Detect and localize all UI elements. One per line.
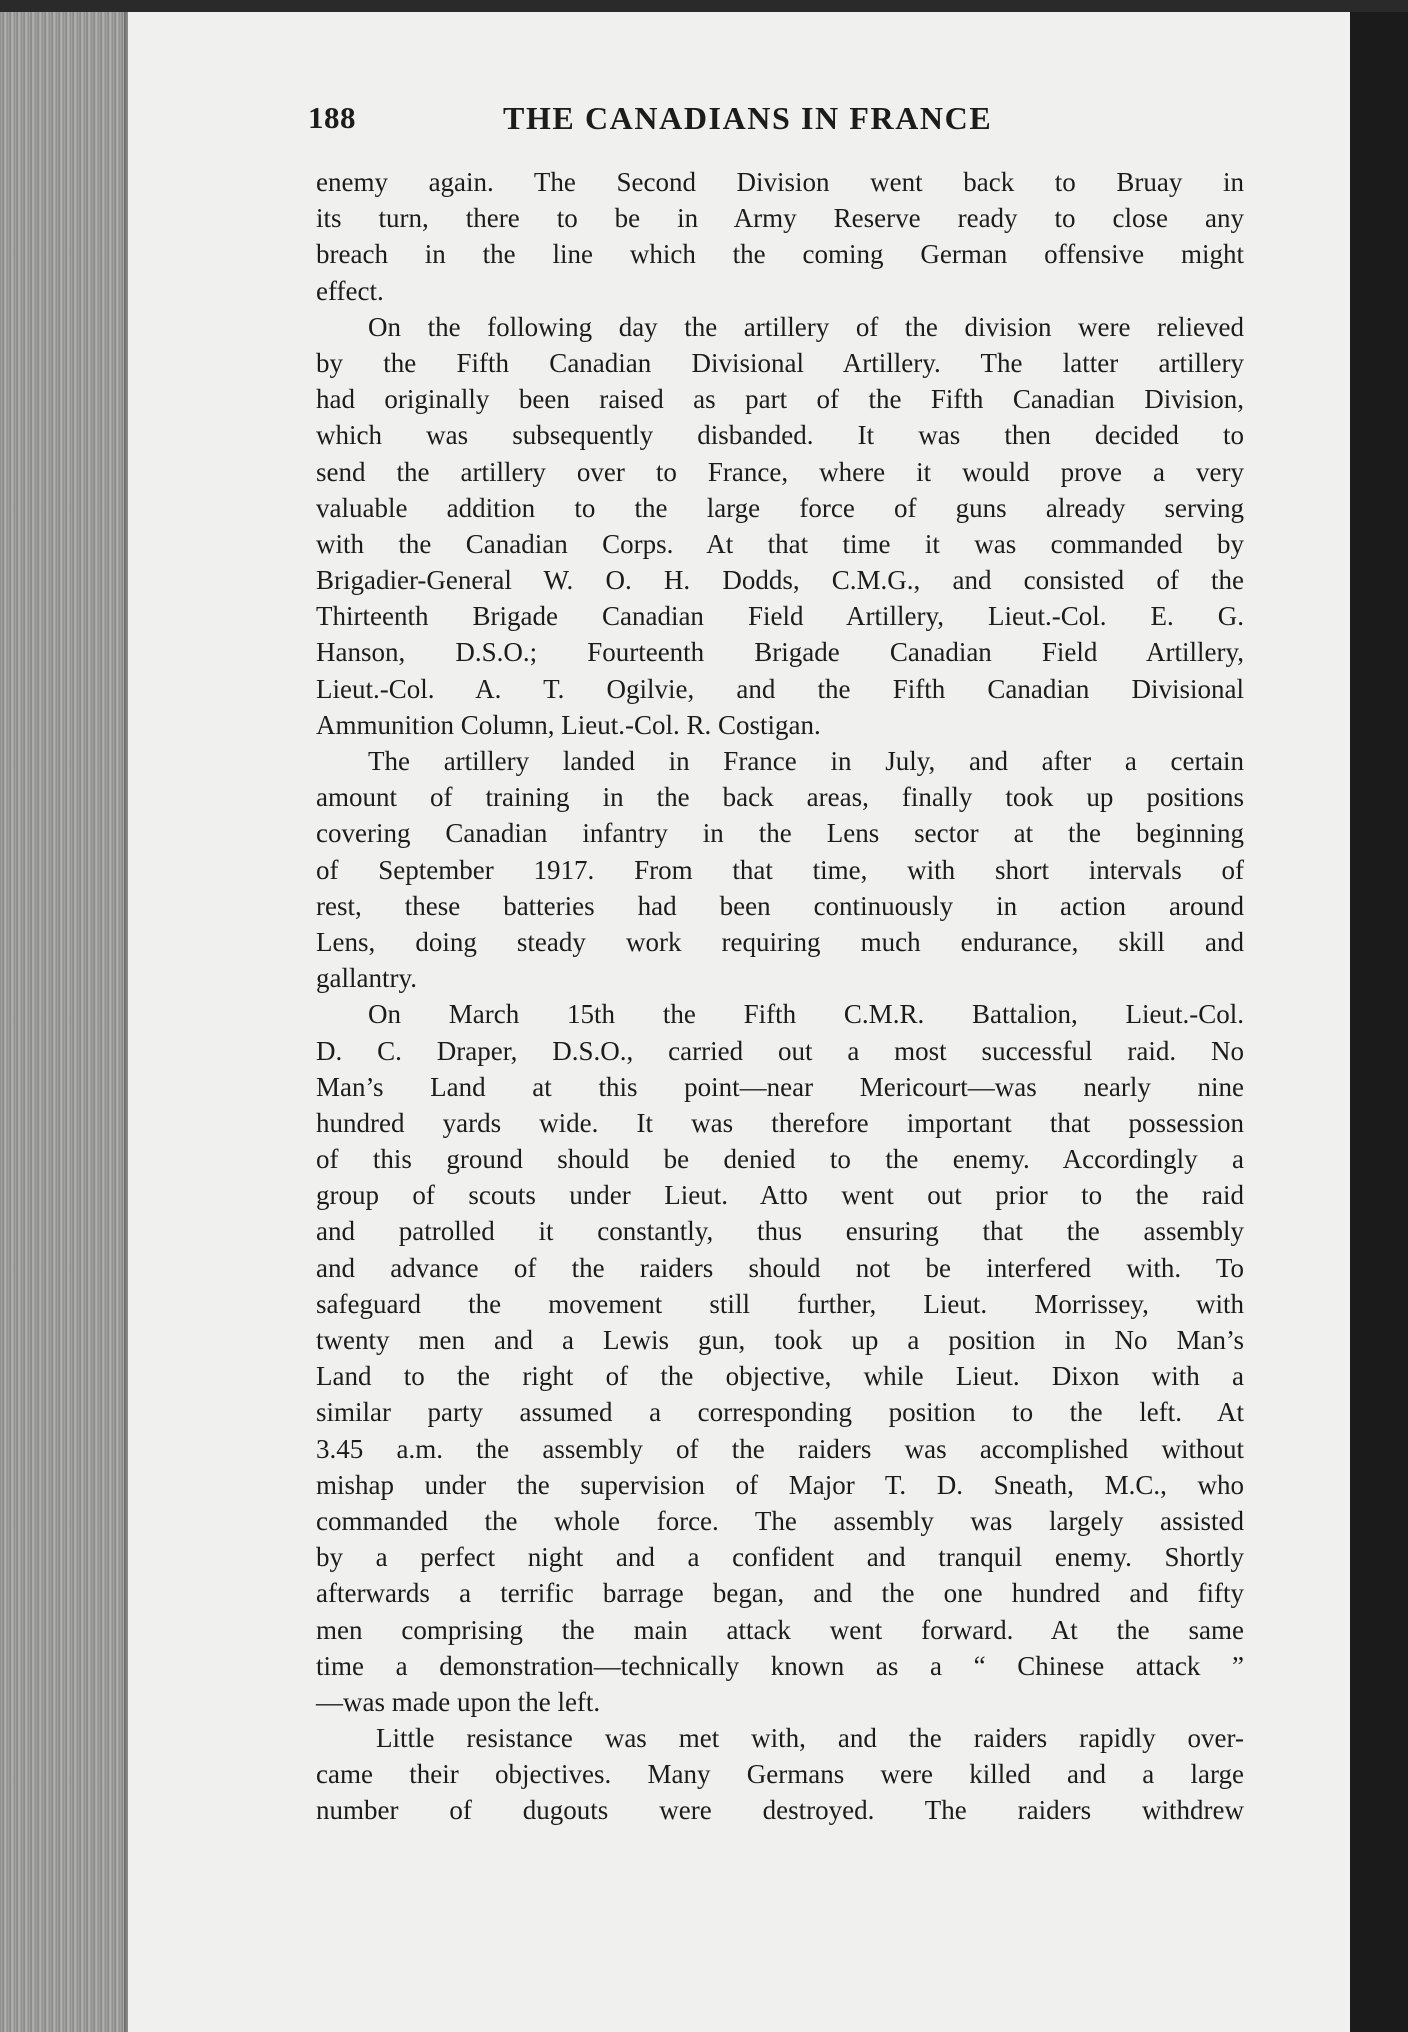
text-line: The artillery landed in France in July, and after a certain [368, 746, 1244, 776]
text-line: hundred yards wide. It was therefore important that possession [316, 1107, 1244, 1138]
text-line: 3.45 a.m. the assembly of the raiders was accomplished without [316, 1433, 1244, 1464]
page-number: 188 [308, 100, 356, 135]
text-line: D. C. Draper, D.S.O., carried out a most successful raid. No [316, 1035, 1244, 1066]
text-line: —was made upon the left. [316, 1686, 601, 1717]
text-line: which was subsequently disbanded. It was then decided to [316, 420, 1244, 451]
text-line: Lens, doing steady work requiring much endurance, skill and [316, 926, 1244, 957]
text-line: safeguard the movement still further, Lieut. Morrissey, with [316, 1288, 1244, 1319]
text-line: Man’s Land at this point—near Mericourt—was nearly nine [316, 1071, 1244, 1102]
text-line: On March 15th the Fifth C.M.R. Battalion, Lieut.-Col. [368, 999, 1244, 1030]
text-line: Hanson, D.S.O.; Fourteenth Brigade Canadian Field Artillery, [316, 637, 1244, 668]
running-title: THE CANADIANS IN FRANCE [503, 100, 993, 136]
text-line: men comprising the main attack went forward. At the same [316, 1614, 1244, 1645]
text-line: by the Fifth Canadian Divisional Artillery. The latter artillery [316, 347, 1244, 378]
text-line: commanded the whole force. The assembly was largely assisted [316, 1505, 1244, 1536]
scan-background-right [1350, 0, 1408, 2032]
running-header [308, 100, 1240, 140]
text-line: amount of training in the back areas, finally took up positions [316, 782, 1244, 813]
text-line: Lieut.-Col. A. T. Ogilvie, and the Fifth Canadian Divisional [316, 673, 1244, 704]
text-line: gallantry. [316, 963, 417, 994]
text-line: came their objectives. Many Germans were killed and a large [316, 1759, 1244, 1790]
text-line: group of scouts under Lieut. Atto went out prior to the raid [316, 1180, 1244, 1211]
text-line: Brigadier-General W. O. H. Dodds, C.M.G., and consisted of the [316, 565, 1244, 596]
text-line: afterwards a terrific barrage began, and the one hundred and fifty [316, 1578, 1244, 1609]
text-line: and advance of the raiders should not be interfered with. To [316, 1252, 1244, 1283]
text-line: by a perfect night and a confident and tranquil enemy. Shortly [316, 1542, 1244, 1573]
text-line: and patrolled it constantly, thus ensuring that the assembly [316, 1216, 1244, 1247]
text-line: Thirteenth Brigade Canadian Field Artillery, Lieut.-Col. E. G. [316, 601, 1244, 632]
text-line: with the Canadian Corps. At that time it was commanded by [316, 528, 1244, 559]
text-line: breach in the line which the coming German offensive might [316, 239, 1244, 270]
text-line: of September 1917. From that time, with short intervals of [316, 854, 1244, 885]
text-line: time a demonstration—technically known as a “ Chinese attack ” [316, 1650, 1244, 1681]
text-line: send the artillery over to France, where it would prove a very [316, 456, 1244, 487]
text-line: had originally been raised as part of the Fifth Canadian Division, [316, 384, 1244, 415]
text-line: Little resistance was met with, and the raiders rapidly over- [376, 1723, 1244, 1754]
text-line: mishap under the supervision of Major T. D. Sneath, M.C., who [316, 1469, 1244, 1500]
text-line: rest, these batteries had been continuously in action around [316, 890, 1244, 921]
text-line: number of dugouts were destroyed. The raiders withdrew [316, 1795, 1244, 1826]
text-line: its turn, there to be in Army Reserve ready to close any [316, 203, 1244, 234]
text-line: Land to the right of the objective, while Lieut. Dixon with a [316, 1361, 1244, 1392]
book-page-edges [0, 0, 128, 2032]
text-line: valuable addition to the large force of guns already serving [316, 492, 1244, 523]
text-line: of this ground should be denied to the enemy. Accordingly a [316, 1144, 1244, 1175]
text-line: On the following day the artillery of the division were relieved [368, 311, 1244, 342]
text-line: covering Canadian infantry in the Lens sector at the beginning [316, 818, 1244, 849]
scan-background-top [0, 0, 1408, 12]
text-line: twenty men and a Lewis gun, took up a position in No Man’s [316, 1325, 1244, 1355]
text-line: similar party assumed a corresponding position to the left. At [316, 1397, 1244, 1428]
text-line: enemy again. The Second Division went back to Bruay in [316, 167, 1244, 197]
text-line: effect. [316, 275, 384, 306]
text-line: Ammunition Column, Lieut.-Col. R. Costigan. [316, 709, 821, 740]
body-text [316, 164, 1244, 1829]
